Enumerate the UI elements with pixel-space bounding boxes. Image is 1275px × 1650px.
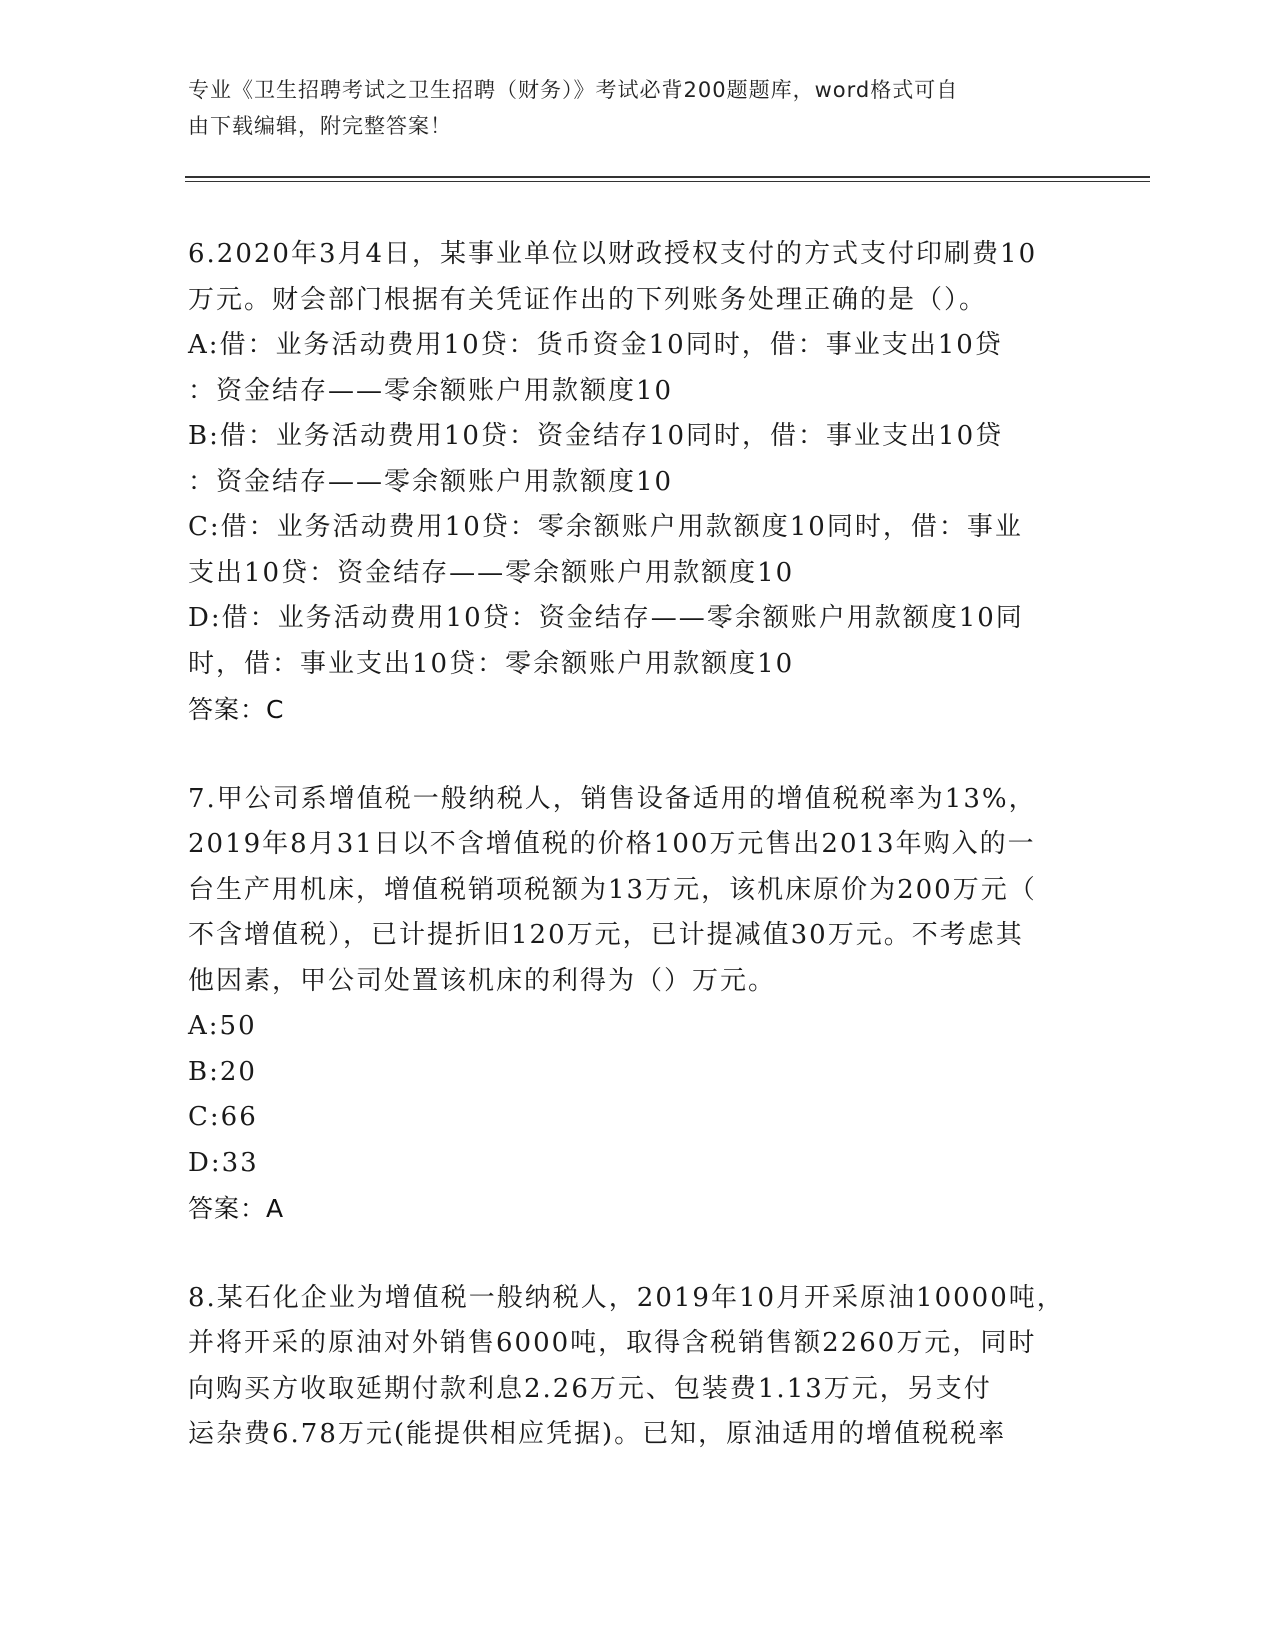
option-c-continued: 支出10贷：资金结存——零余额账户用款额度10 xyxy=(188,557,795,588)
answer-label: 答案：C xyxy=(188,695,285,724)
option-d-continued: 时，借：事业支出10贷：零余额账户用款额度10 xyxy=(188,648,795,679)
option-c: C:66 xyxy=(188,1102,258,1132)
option-b-continued: ：资金结存——零余额账户用款额度10 xyxy=(188,466,674,497)
question-7 xyxy=(188,777,1088,1232)
answer-label: 答案：A xyxy=(188,1194,285,1223)
question-stem-line: 他因素，甲公司处置该机床的利得为（）万元。 xyxy=(188,965,777,996)
question-8 xyxy=(188,1276,1088,1458)
question-stem-line: 不含增值税），已计提折旧120万元，已计提减值30万元。不考虑其 xyxy=(188,920,1024,950)
option-d: D:33 xyxy=(188,1147,259,1178)
question-stem-line: 7.甲公司系增值税一般纳税人，销售设备适用的增值税税率为13%， xyxy=(188,783,1037,814)
option-a-continued: ：资金结存——零余额账户用款额度10 xyxy=(188,375,674,406)
question-stem-line: 运杂费6.78万元(能提供相应凭据)。已知，原油适用的增值税税率 xyxy=(188,1419,1007,1449)
document-body xyxy=(188,232,1088,1502)
header-title-line-2: 由下载编辑，附完整答案！ xyxy=(188,114,452,138)
question-6 xyxy=(188,232,1088,733)
document-header xyxy=(188,72,1068,144)
question-stem-line: 台生产用机床，增值税销项税额为13万元，该机床原价为200万元（ xyxy=(188,874,1037,905)
question-stem-line: 6.2020年3月4日，某事业单位以财政授权支付的方式支付印刷费10 xyxy=(188,239,1038,269)
option-a: A:50 xyxy=(188,1011,257,1041)
question-stem-line: 2019年8月31日以不含增值税的价格100万元售出2013年购入的一 xyxy=(188,829,1036,859)
header-title-line-1: 专业《卫生招聘考试之卫生招聘（财务）》考试必背200题题库，word格式可自 xyxy=(188,78,959,102)
question-stem-line: 并将开采的原油对外销售6000吨，取得含税销售额2260万元，同时 xyxy=(188,1328,1037,1358)
option-b: B:借：业务活动费用10贷：资金结存10同时，借：事业支出10贷 xyxy=(188,421,1004,451)
question-stem-line: 8.某石化企业为增值税一般纳税人，2019年10月开采原油10000吨， xyxy=(188,1282,1065,1313)
option-c: C:借：业务活动费用10贷：零余额账户用款额度10同时，借：事业 xyxy=(188,512,1023,542)
header-divider xyxy=(185,176,1150,182)
question-stem-line: 向购买方收取延期付款利息2.26万元、包装费1.13万元，另支付 xyxy=(188,1373,992,1404)
option-d: D:借：业务活动费用10贷：资金结存——零余额账户用款额度10同 xyxy=(188,603,1024,633)
question-stem-line: 万元。财会部门根据有关凭证作出的下列账务处理正确的是（）。 xyxy=(188,284,988,315)
option-a: A:借：业务活动费用10贷：货币资金10同时，借：事业支出10贷 xyxy=(188,330,1003,360)
option-b: B:20 xyxy=(188,1056,257,1087)
